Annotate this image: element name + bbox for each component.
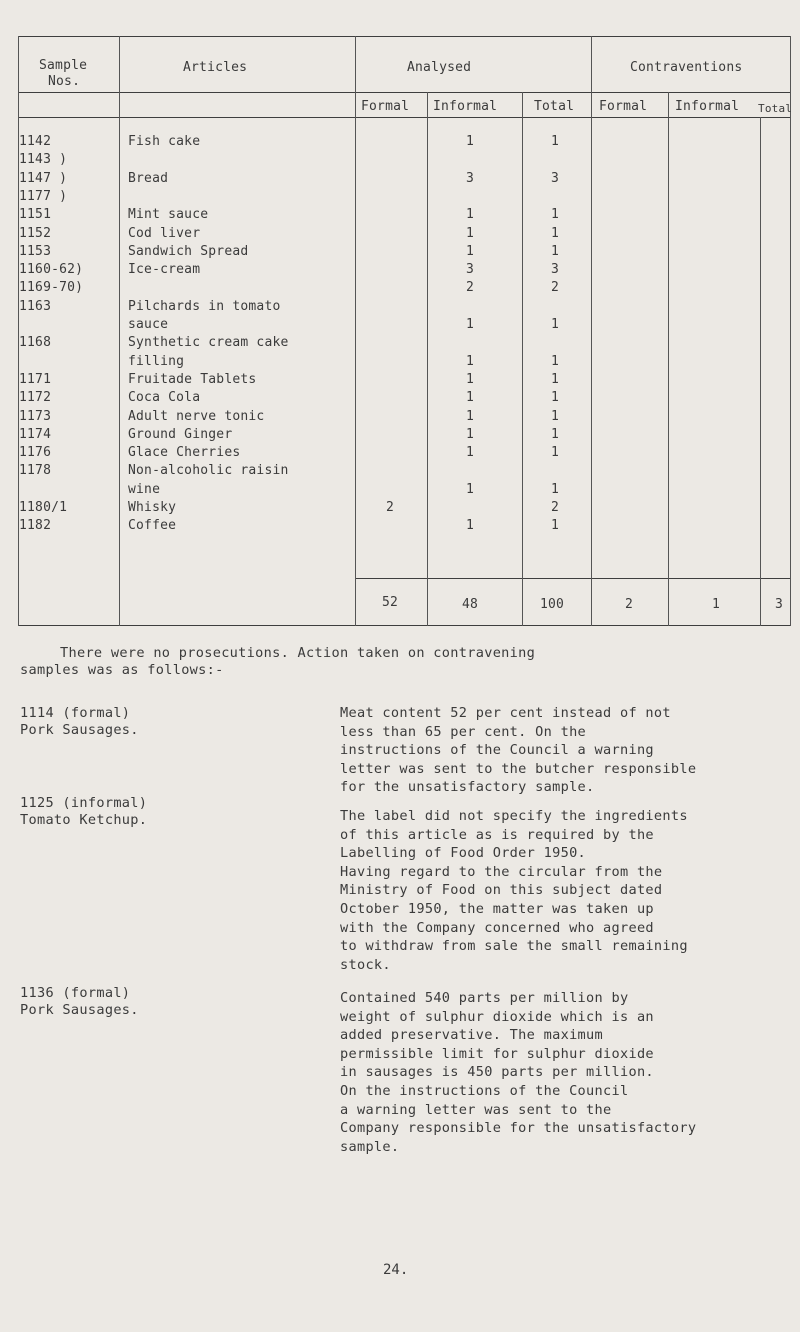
table-subheader-rule [18, 117, 790, 118]
samples-table [15, 36, 792, 629]
col-divider-c-formal [668, 92, 669, 626]
row-total: 3 [550, 170, 560, 186]
row-article: Fish cake [128, 134, 201, 149]
row-sample-nos: 1178 [19, 463, 52, 479]
case-text-line: in sausages is 450 parts per million. [340, 1064, 654, 1081]
total-formal: 52 [381, 595, 399, 610]
row-article: Whisky [128, 500, 177, 515]
row-total: 1 [550, 371, 560, 387]
total-c-formal: 2 [624, 597, 634, 612]
table-left-border [18, 36, 19, 626]
row-total: 1 [550, 426, 560, 442]
case-text-line: to withdraw from sale the small remaining [340, 938, 688, 955]
row-article: Synthetic cream cake [128, 335, 289, 351]
row-total: 1 [550, 317, 560, 332]
row-total: 1 [550, 134, 560, 149]
col-divider-articles [355, 36, 356, 626]
row-formal: 2 [385, 500, 395, 515]
row-informal: 1 [465, 317, 475, 332]
header-contraventions: Contraventions [630, 60, 743, 75]
case-label-line: 1125 (informal) [20, 795, 148, 811]
row-article: Adult nerve tonic [128, 408, 265, 424]
col-divider-informal [522, 92, 523, 626]
row-sample-nos: 1160-62) [19, 262, 84, 278]
row-total: 1 [550, 408, 560, 424]
header-formal: Formal [361, 99, 410, 114]
row-total: 1 [550, 390, 560, 406]
row-informal: 1 [465, 481, 475, 497]
row-informal: 1 [465, 134, 475, 149]
case-text-line: permissible limit for sulphur dioxide [340, 1045, 654, 1062]
header-c-formal: Formal [599, 99, 648, 114]
table-header-rule [18, 92, 790, 93]
intro-line-1: There were no prosecutions. Action taken on contravening [60, 645, 536, 661]
case-text-line: Company responsible for the unsatisfactory [340, 1120, 697, 1137]
table-bottom-rule [18, 625, 790, 626]
row-sample-nos: 1142 [19, 134, 52, 149]
row-total: 2 [550, 280, 560, 296]
case-label-line: 1136 (formal) [20, 985, 131, 1001]
row-informal: 1 [465, 225, 475, 241]
col-divider-nos [119, 36, 120, 626]
table-right-border [790, 36, 791, 626]
header-total: Total [534, 99, 575, 114]
row-article: wine [128, 481, 161, 497]
row-article: Coffee [128, 518, 177, 534]
row-informal: 1 [465, 243, 475, 259]
row-informal: 1 [465, 408, 475, 424]
row-article: Cod liver [128, 225, 201, 241]
header-analysed: Analysed [407, 60, 472, 75]
case-text-line: October 1950, the matter was taken up [340, 901, 654, 917]
case-label-line: Pork Sausages. [20, 1002, 139, 1018]
row-article: Pilchards in tomato [128, 298, 281, 314]
case-text-line: added preservative. The maximum [340, 1027, 604, 1044]
row-article: Mint sauce [128, 207, 209, 223]
row-informal: 1 [465, 207, 475, 223]
row-sample-nos: 1143 ) [19, 152, 68, 168]
row-informal: 1 [465, 353, 475, 369]
case-text-line: Labelling of Food Order 1950. [340, 845, 587, 862]
row-article: Ice-cream [128, 262, 201, 278]
case-text-line: instructions of the Council a warning [340, 742, 654, 759]
row-sample-nos: 1171 [19, 371, 52, 387]
row-sample-nos: 1172 [19, 390, 52, 406]
table-top-rule [18, 36, 790, 37]
case-text-line: of this article as is required by the [340, 826, 654, 843]
header-c-total: Total [758, 102, 793, 115]
row-total: 1 [550, 243, 560, 259]
header-c-informal: Informal [675, 99, 740, 114]
total-c-total: 3 [775, 597, 784, 612]
row-article: filling [128, 353, 185, 369]
row-article: Coca Cola [128, 390, 201, 406]
case-text-line: On the instructions of the Council [340, 1083, 629, 1099]
row-article: Ground Ginger [128, 426, 233, 442]
case-text-line: letter was sent to the butcher responsible [340, 760, 697, 777]
header-sample-line1: Sample [39, 58, 88, 73]
header-sample-line2: Nos. [48, 74, 81, 89]
row-sample-nos: 1174 [19, 426, 52, 442]
row-sample-nos: 1177 ) [19, 188, 68, 204]
row-article: Sandwich Spread [128, 243, 249, 259]
case-text-line: Having regard to the circular from the [340, 863, 663, 880]
row-sample-nos: 1147 ) [19, 170, 68, 186]
header-informal: Informal [433, 99, 498, 114]
case-text-line: sample. [340, 1138, 400, 1155]
case-text-line: stock. [340, 956, 391, 973]
row-article: Bread [128, 170, 169, 186]
row-sample-nos: 1152 [19, 225, 52, 241]
row-sample-nos: 1180/1 [19, 500, 68, 515]
row-sample-nos: 1163 [19, 298, 52, 314]
row-informal: 3 [465, 170, 475, 186]
row-total: 1 [550, 445, 560, 461]
row-article: sauce [128, 317, 169, 332]
row-sample-nos: 1168 [19, 335, 52, 351]
row-total: 1 [550, 518, 560, 534]
case-text-line: Meat content 52 per cent instead of not [340, 705, 671, 721]
case-text-line: with the Company concerned who agreed [340, 919, 654, 936]
row-sample-nos: 1151 [19, 207, 52, 223]
row-informal: 1 [465, 371, 475, 387]
case-text-line: The label did not specify the ingredients [340, 808, 688, 824]
row-sample-nos: 1153 [19, 243, 52, 259]
row-total: 1 [550, 225, 560, 241]
row-informal: 2 [465, 280, 475, 296]
row-total: 2 [550, 500, 560, 515]
row-informal: 1 [465, 426, 475, 442]
page-number: 24. [383, 1262, 409, 1278]
row-total: 3 [550, 262, 560, 278]
case-text-line: a warning letter was sent to the [340, 1101, 612, 1118]
row-article: Glace Cherries [128, 445, 241, 461]
row-total: 1 [550, 207, 560, 223]
col-divider-formal [427, 92, 428, 626]
case-text-line: for the unsatisfactory sample. [340, 779, 595, 796]
case-text-line: Ministry of Food on this subject dated [340, 882, 663, 899]
row-sample-nos: 1169-70) [19, 280, 84, 296]
row-informal: 3 [465, 262, 475, 278]
header-articles: Articles [183, 60, 248, 75]
case-label-line: Tomato Ketchup. [20, 812, 148, 828]
col-divider-contraventions [591, 36, 592, 626]
case-label-line: Pork Sausages. [20, 722, 139, 738]
case-label-line: 1114 (formal) [20, 705, 131, 721]
row-sample-nos: 1176 [19, 445, 52, 461]
table-totals-rule [356, 578, 790, 579]
total-informal: 48 [461, 597, 479, 612]
total-total: 100 [539, 597, 565, 612]
row-informal: 1 [465, 518, 475, 534]
row-sample-nos: 1173 [19, 408, 52, 424]
col-divider-c-informal [760, 117, 761, 626]
row-total: 1 [550, 353, 560, 369]
case-text-line: weight of sulphur dioxide which is an [340, 1008, 654, 1025]
row-informal: 1 [465, 390, 475, 406]
row-informal: 1 [465, 445, 475, 461]
case-text-line: less than 65 per cent. On the [340, 723, 587, 740]
total-c-informal: 1 [711, 597, 721, 612]
row-total: 1 [550, 481, 560, 497]
intro-line-2: samples was as follows:- [20, 662, 224, 678]
case-text-line: Contained 540 parts per million by [340, 990, 629, 1006]
row-sample-nos: 1182 [19, 518, 52, 534]
row-article: Non-alcoholic raisin [128, 463, 289, 479]
row-article: Fruitade Tablets [128, 371, 257, 387]
